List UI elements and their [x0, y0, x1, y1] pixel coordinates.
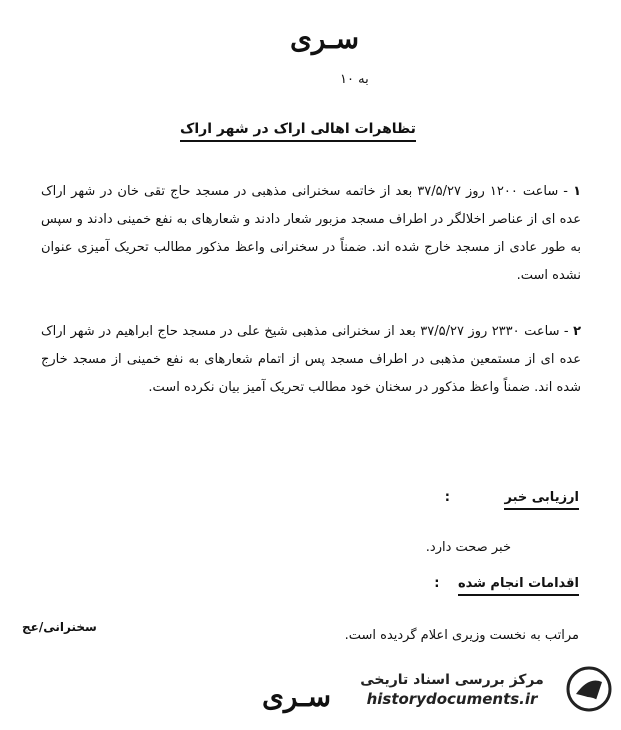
- item-1-text: ساعت ۱۲۰۰ روز ۳۷/۵/۲۷ بعد از خاتمه سخنرانی مذهبی در مسجد حاج تقی خان در شهر اراک عده ای از عناصر اخلالگر در اطراف مسجد مزبور شعار دادند و شعارهای به نفع خمینی دادند و سپس به طور عادی از مسجد خارج شده اند. ضمناً در سخنرانی واعظ مذکور مطالب تحریک آمیزی عنوان نشده است.: [41, 184, 581, 283]
- watermark-org: مرکز بررسی اسناد تاریخی: [360, 672, 544, 688]
- item-2: ۲ - ساعت ۲۳۳۰ روز ۳۷/۵/۲۷ بعد از سخنرانی مذهبی شیخ علی در مسجد حاج ابراهیم در شهر اراک عده ای از مستمعین مذهبی در اطراف مسجد پس از اتمام شعارهای به نفع خمینی از مسجد خارج شده اند. ضمناً واعظ مذکور در سخنان خود مطالب تحریک آمیز بیان نکرده است.: [41, 324, 581, 395]
- subject-line: [180, 118, 416, 137]
- evaluation-value: خبر صحت دارد.: [425, 540, 511, 555]
- footer-line: مراتب به نخست وزیری اعلام گردیده است.: [344, 628, 579, 643]
- margin-note: سخنرانی/عج: [22, 620, 97, 634]
- item-1-number: ۱: [573, 184, 581, 199]
- classification-header: سـری: [290, 22, 360, 55]
- archive-logo-icon: [566, 666, 612, 712]
- item-2-number: ۲: [573, 324, 581, 339]
- evaluation-label: ارزیابی خبر: [504, 490, 579, 510]
- evaluation-row: ارزیابی خبر :: [445, 490, 579, 505]
- item-1: ۱ - ساعت ۱۲۰۰ روز ۳۷/۵/۲۷ بعد از خاتمه سخنرانی مذهبی در مسجد حاج تقی خان در شهر اراک عده ای از عناصر اخلالگر در اطراف مسجد مزبور شعار دادند و شعارهای به نفع خمینی دادند و سپس به طور عادی از مسجد خارج شده اند. ضمناً در سخنرانی واعظ مذکور مطالب تحریک آمیزی عنوان نشده است.: [41, 184, 581, 283]
- item-2-text: ساعت ۲۳۳۰ روز ۳۷/۵/۲۷ بعد از سخنرانی مذهبی شیخ علی در مسجد حاج ابراهیم در شهر اراک عده ای از مستمعین مذهبی در اطراف مسجد پس از اتمام شعارهای به نفع خمینی از مسجد خارج شده اند. ضمناً واعظ مذکور در سخنان خود مطالب تحریک آمیز بیان نکرده است.: [41, 324, 581, 395]
- classification-footer: سـری: [262, 680, 332, 713]
- watermark-site: historydocuments.ir: [366, 690, 538, 708]
- subject-text: تظاهرات اهالی اراک در شهر اراک: [180, 121, 416, 142]
- watermark: [340, 672, 564, 708]
- page-number: به ۱۰: [340, 72, 369, 87]
- action-label: اقدامات انجام شده: [458, 576, 579, 596]
- action-row: اقدامات انجام شده :: [434, 576, 579, 591]
